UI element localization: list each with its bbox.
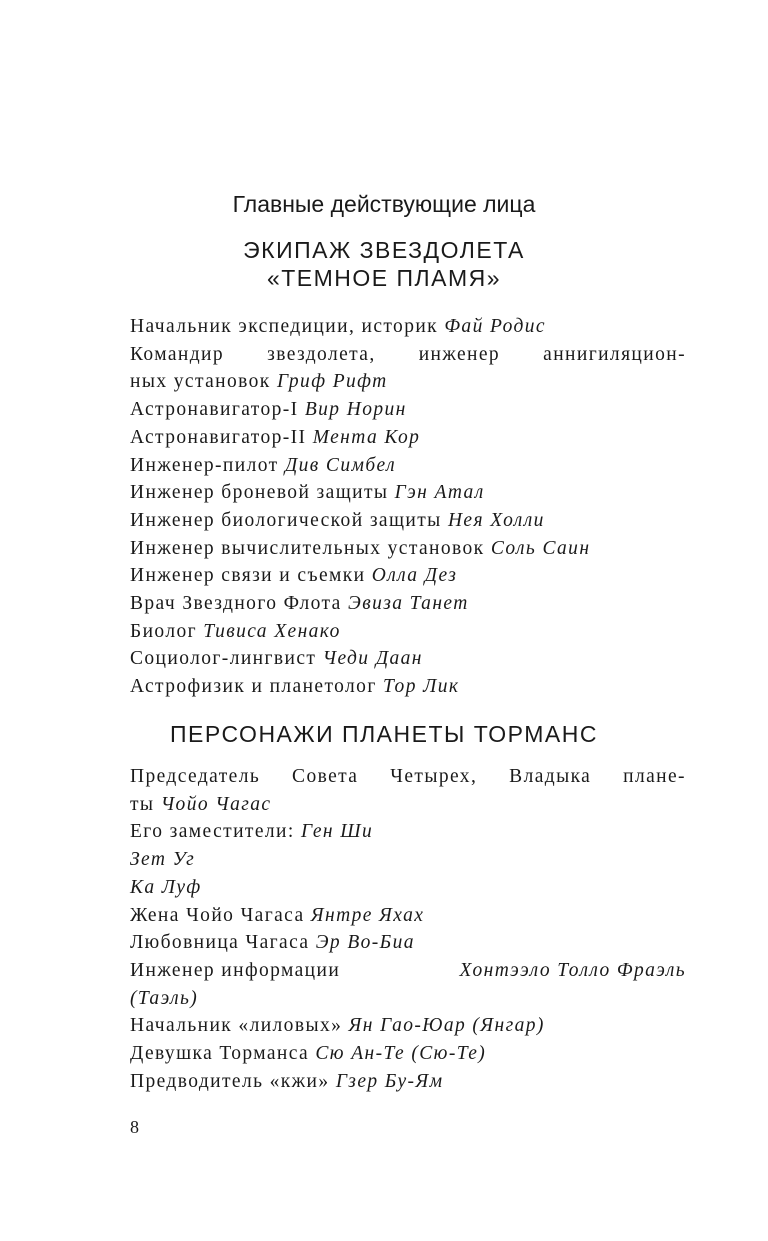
- role: ных установок: [130, 371, 271, 393]
- role: Инженер-пилот: [130, 454, 279, 476]
- planet-entry: [130, 1040, 686, 1068]
- planet-entry: [130, 1012, 686, 1040]
- planet-entry: [130, 846, 686, 874]
- character-name: Гзер Бу-Ям: [335, 1070, 444, 1092]
- role: Начальник «лиловых»: [130, 1015, 343, 1037]
- character-name: Эр Во-Биа: [315, 932, 415, 954]
- crew-entry: [130, 424, 686, 452]
- character-name: Див Симбел: [284, 454, 397, 476]
- character-name: Ян Гао-Юар (Янгар): [348, 1015, 545, 1037]
- character-name: Гэн Атал: [394, 482, 485, 504]
- crew-entry-commander-line2: [130, 368, 686, 396]
- character-name: Гриф Рифт: [276, 371, 388, 393]
- role: Биолог: [130, 620, 198, 642]
- planet-entry-info-engineer-line1: [130, 957, 686, 985]
- planet-entry: [130, 818, 686, 846]
- role: Социолог-лингвист: [130, 648, 317, 670]
- role: Инженер броневой защиты: [130, 482, 389, 504]
- role: Астронавигатор-II: [130, 426, 307, 448]
- planet-entry: [130, 874, 686, 902]
- crew-entry: [130, 396, 686, 424]
- character-name: Мента Кор: [312, 426, 421, 448]
- role: Командир звездолета, инженер аннигиляцион-: [130, 343, 686, 365]
- crew-section-title-line1: ЭКИПАЖ ЗВЕЗДОЛЕТА: [243, 237, 525, 263]
- character-name: Ген Ши: [300, 821, 374, 843]
- crew-entry-leader: [130, 313, 686, 341]
- character-name: Нея Холли: [447, 509, 545, 531]
- character-name: Фай Родис: [444, 316, 546, 337]
- crew-entry: [130, 452, 686, 480]
- role: Инженер связи и съемки: [130, 565, 366, 587]
- crew-entry: [130, 479, 686, 507]
- crew-entry: [130, 673, 686, 701]
- character-name: Янтре Яхах: [310, 904, 425, 926]
- role: Председатель Совета Четырех, Владыка плане-: [130, 766, 686, 787]
- character-name: Соль Саин: [490, 537, 591, 559]
- role: Астрофизик и планетолог: [130, 676, 377, 698]
- planet-entry-ruler-line1: [130, 763, 686, 791]
- planet-entry: [130, 1068, 686, 1096]
- crew-entry: [130, 507, 686, 535]
- crew-entry-commander-line1: [130, 341, 686, 369]
- planet-entry-ruler-line2: [130, 791, 686, 819]
- role: Врач Звездного Флота: [130, 593, 342, 615]
- main-title: Главные действующие лица: [232, 191, 536, 217]
- role: Инженер биологической защиты: [130, 509, 442, 531]
- role: Инженер информации: [130, 959, 341, 981]
- character-name: Олла Дез: [371, 565, 458, 587]
- role: Девушка Торманса: [130, 1043, 310, 1065]
- role: Инженер вычислительных установок: [130, 537, 485, 559]
- character-name: Тивиса Хенако: [203, 620, 341, 642]
- crew-list: [130, 313, 686, 701]
- character-name: Тор Лик: [383, 676, 460, 698]
- character-name: Эвиза Танет: [348, 593, 469, 615]
- crew-entry: [130, 618, 686, 646]
- planet-entry: [130, 929, 686, 957]
- character-name: Ка Луф: [130, 876, 202, 898]
- planet-section-title: ПЕРСОНАЖИ ПЛАНЕТЫ ТОРМАНС: [170, 721, 598, 747]
- role: Начальник экспедиции, историк: [130, 316, 439, 337]
- role: Его заместители:: [130, 821, 295, 843]
- crew-entry: [130, 590, 686, 618]
- role: Предводитель «кжи»: [130, 1070, 330, 1092]
- page-number: 8: [130, 1117, 139, 1137]
- role: ты: [130, 793, 155, 815]
- crew-entry: [130, 645, 686, 673]
- role: Астронавигатор-I: [130, 399, 299, 421]
- character-name: Чойо Чагас: [160, 793, 272, 815]
- character-name: Вир Норин: [304, 399, 407, 421]
- crew-section-title: [0, 236, 768, 292]
- character-name: Чеди Даан: [322, 648, 423, 670]
- character-name: Сю Ан-Те (Сю-Те): [315, 1043, 487, 1065]
- crew-entry: [130, 562, 686, 590]
- crew-entry: [130, 535, 686, 563]
- character-name: Зет Уг: [130, 849, 196, 871]
- character-name: (Таэль): [130, 987, 199, 1009]
- planet-characters-list: [130, 763, 686, 1095]
- planet-entry-info-engineer-line2: [130, 985, 686, 1013]
- role: Жена Чойо Чагаса: [130, 904, 305, 926]
- role: Любовница Чагаса: [130, 932, 310, 954]
- character-name: Хонтээло Толло Фраэль: [459, 959, 686, 981]
- crew-section-title-line2: «ТЕМНОЕ ПЛАМЯ»: [266, 265, 502, 291]
- planet-entry: [130, 902, 686, 930]
